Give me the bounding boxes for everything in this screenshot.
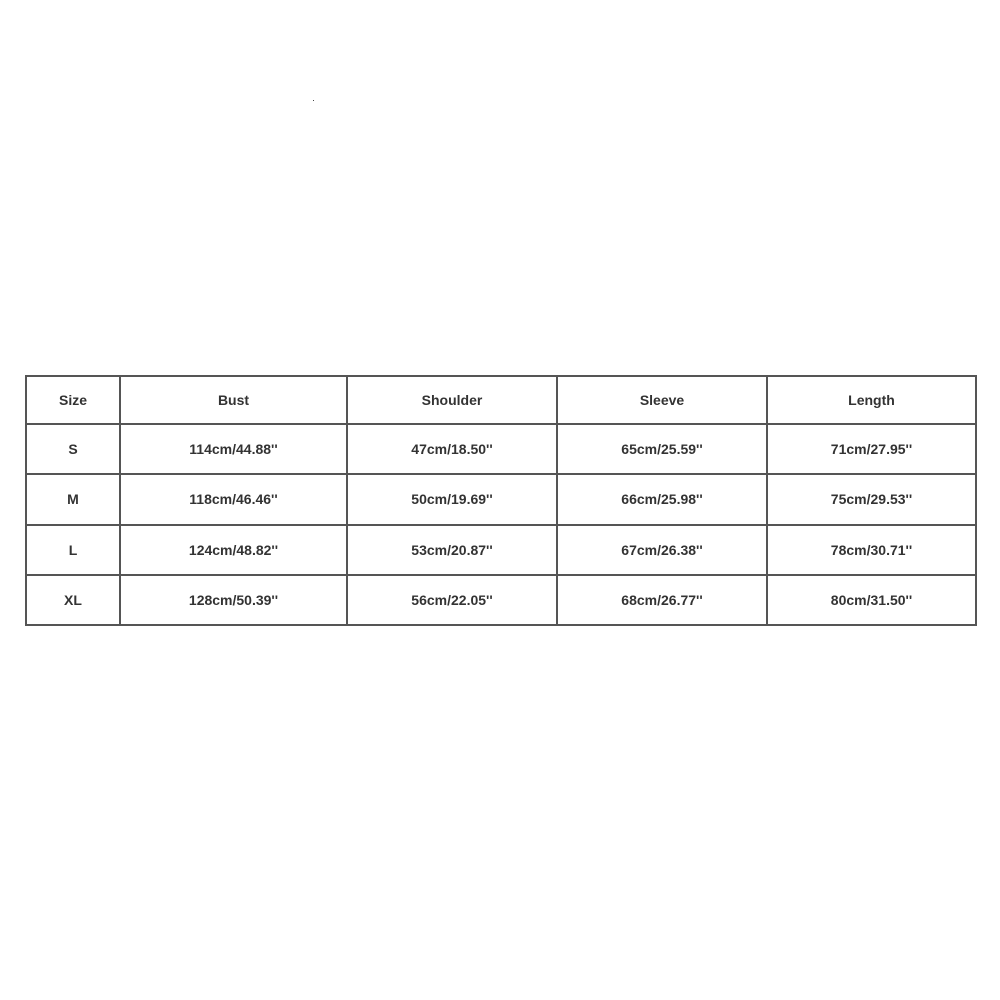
table-row xyxy=(26,525,976,575)
cell-shoulder: 53cm/20.87'' xyxy=(347,525,557,575)
cell-size: XL xyxy=(26,575,120,625)
table-row xyxy=(26,474,976,524)
cell-length: 75cm/29.53'' xyxy=(767,474,976,524)
header-shoulder: Shoulder xyxy=(347,376,557,424)
cell-length: 78cm/30.71'' xyxy=(767,525,976,575)
cell-shoulder: 47cm/18.50'' xyxy=(347,424,557,474)
cell-size: M xyxy=(26,474,120,524)
cell-length: 71cm/27.95'' xyxy=(767,424,976,474)
table-row xyxy=(26,424,976,474)
cell-sleeve: 67cm/26.38'' xyxy=(557,525,767,575)
cell-bust: 118cm/46.46'' xyxy=(120,474,347,524)
header-sleeve: Sleeve xyxy=(557,376,767,424)
cell-length: 80cm/31.50'' xyxy=(767,575,976,625)
header-row xyxy=(26,376,976,424)
cell-shoulder: 50cm/19.69'' xyxy=(347,474,557,524)
cell-sleeve: 66cm/25.98'' xyxy=(557,474,767,524)
cell-sleeve: 68cm/26.77'' xyxy=(557,575,767,625)
cell-bust: 124cm/48.82'' xyxy=(120,525,347,575)
table-row xyxy=(26,575,976,625)
cell-size: S xyxy=(26,424,120,474)
cell-shoulder: 56cm/22.05'' xyxy=(347,575,557,625)
header-bust: Bust xyxy=(120,376,347,424)
size-chart-table xyxy=(25,375,977,626)
cell-sleeve: 65cm/25.59'' xyxy=(557,424,767,474)
header-length: Length xyxy=(767,376,976,424)
cell-size: L xyxy=(26,525,120,575)
header-size: Size xyxy=(26,376,120,424)
stray-dot xyxy=(313,100,314,101)
cell-bust: 128cm/50.39'' xyxy=(120,575,347,625)
cell-bust: 114cm/44.88'' xyxy=(120,424,347,474)
